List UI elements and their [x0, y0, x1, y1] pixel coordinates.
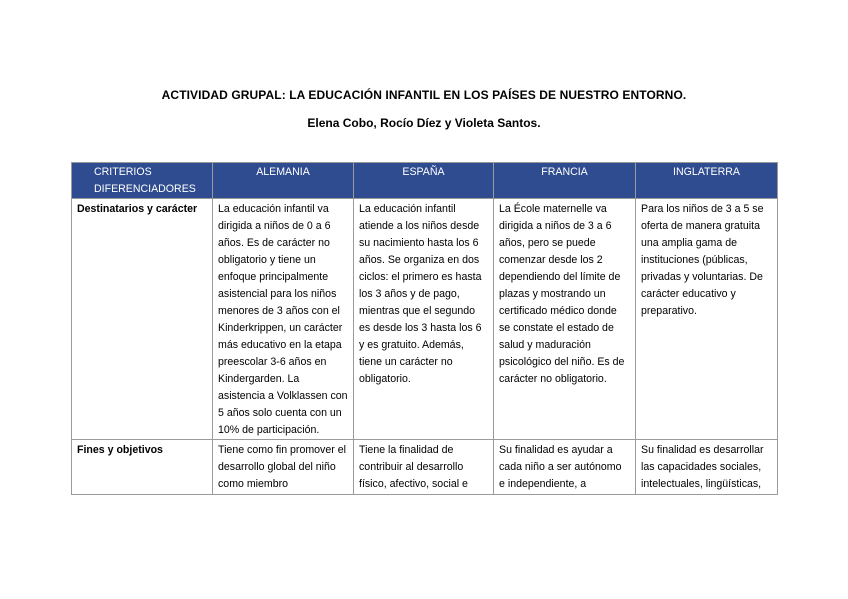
document-authors: Elena Cobo, Rocío Díez y Violeta Santos.	[307, 116, 541, 130]
table-cell	[354, 440, 494, 495]
header-alemania: ALEMANIA	[213, 163, 354, 199]
cell-text: Tiene como fin promover el desarrollo global del niño como miembro	[218, 444, 346, 490]
table-row	[72, 199, 778, 440]
table-row	[72, 440, 778, 495]
header-francia: FRANCIA	[494, 163, 636, 199]
table-cell: La educación infantil atiende a los niños desde su nacimiento hasta los 6 años. Se organiza en dos ciclos: el primero es hasta los 3 años y de pago, mientras que el segundo es desde los 3 hasta los 6 y es gratuito. Además, tiene un carácter no obligatorio.	[354, 199, 494, 440]
table-cell	[213, 440, 354, 495]
header-espana: ESPAÑA	[354, 163, 494, 199]
header-inglaterra: INGLATERRA	[636, 163, 778, 199]
comparison-table	[71, 162, 778, 495]
row-label-text: Fines y objetivos	[77, 444, 163, 456]
cell-text: Tiene la finalidad de contribuir al desarrollo físico, afectivo, social e	[359, 444, 468, 490]
document-title: ACTIVIDAD GRUPAL: LA EDUCACIÓN INFANTIL EN LOS PAÍSES DE NUESTRO ENTORNO.	[161, 88, 687, 102]
row-label: Destinatarios y carácter	[72, 199, 213, 440]
table-cell: La educación infantil va dirigida a niños de 0 a 6 años. Es de carácter no obligatorio y tiene un enfoque principalmente asistencial para los niños menores de 3 años con el Kinderkrippen, un carácter más educativo en la etapa preescolar 3-6 años en Kindergarden. La asistencia a Volklassen con 5 años solo cuenta con un 10% de participación.	[213, 199, 354, 440]
table-cell: La École maternelle va dirigida a niños de 3 a 6 años, pero se puede comenzar desde los 2 dependiendo del límite de plazas y mostrando un certificado médico donde se constate el estado de salud y maduración psicológico del niño. Es de carácter no obligatorio.	[494, 199, 636, 440]
table-cell: Para los niños de 3 a 5 se oferta de manera gratuita una amplia gama de instituciones (públicas, privadas y voluntarias. De carácter educativo y preparativo.	[636, 199, 778, 440]
table-cell	[636, 440, 778, 495]
table-header-row	[72, 163, 778, 199]
header-criterios: CRITERIOS DIFERENCIADORES	[72, 163, 213, 199]
row-label	[72, 440, 213, 495]
cell-text: Su finalidad es desarrollar las capacidades sociales, intelectuales, lingüísticas,	[641, 444, 764, 490]
table-cell	[494, 440, 636, 495]
cell-text: Su finalidad es ayudar a cada niño a ser autónomo e independiente, a	[499, 444, 622, 490]
